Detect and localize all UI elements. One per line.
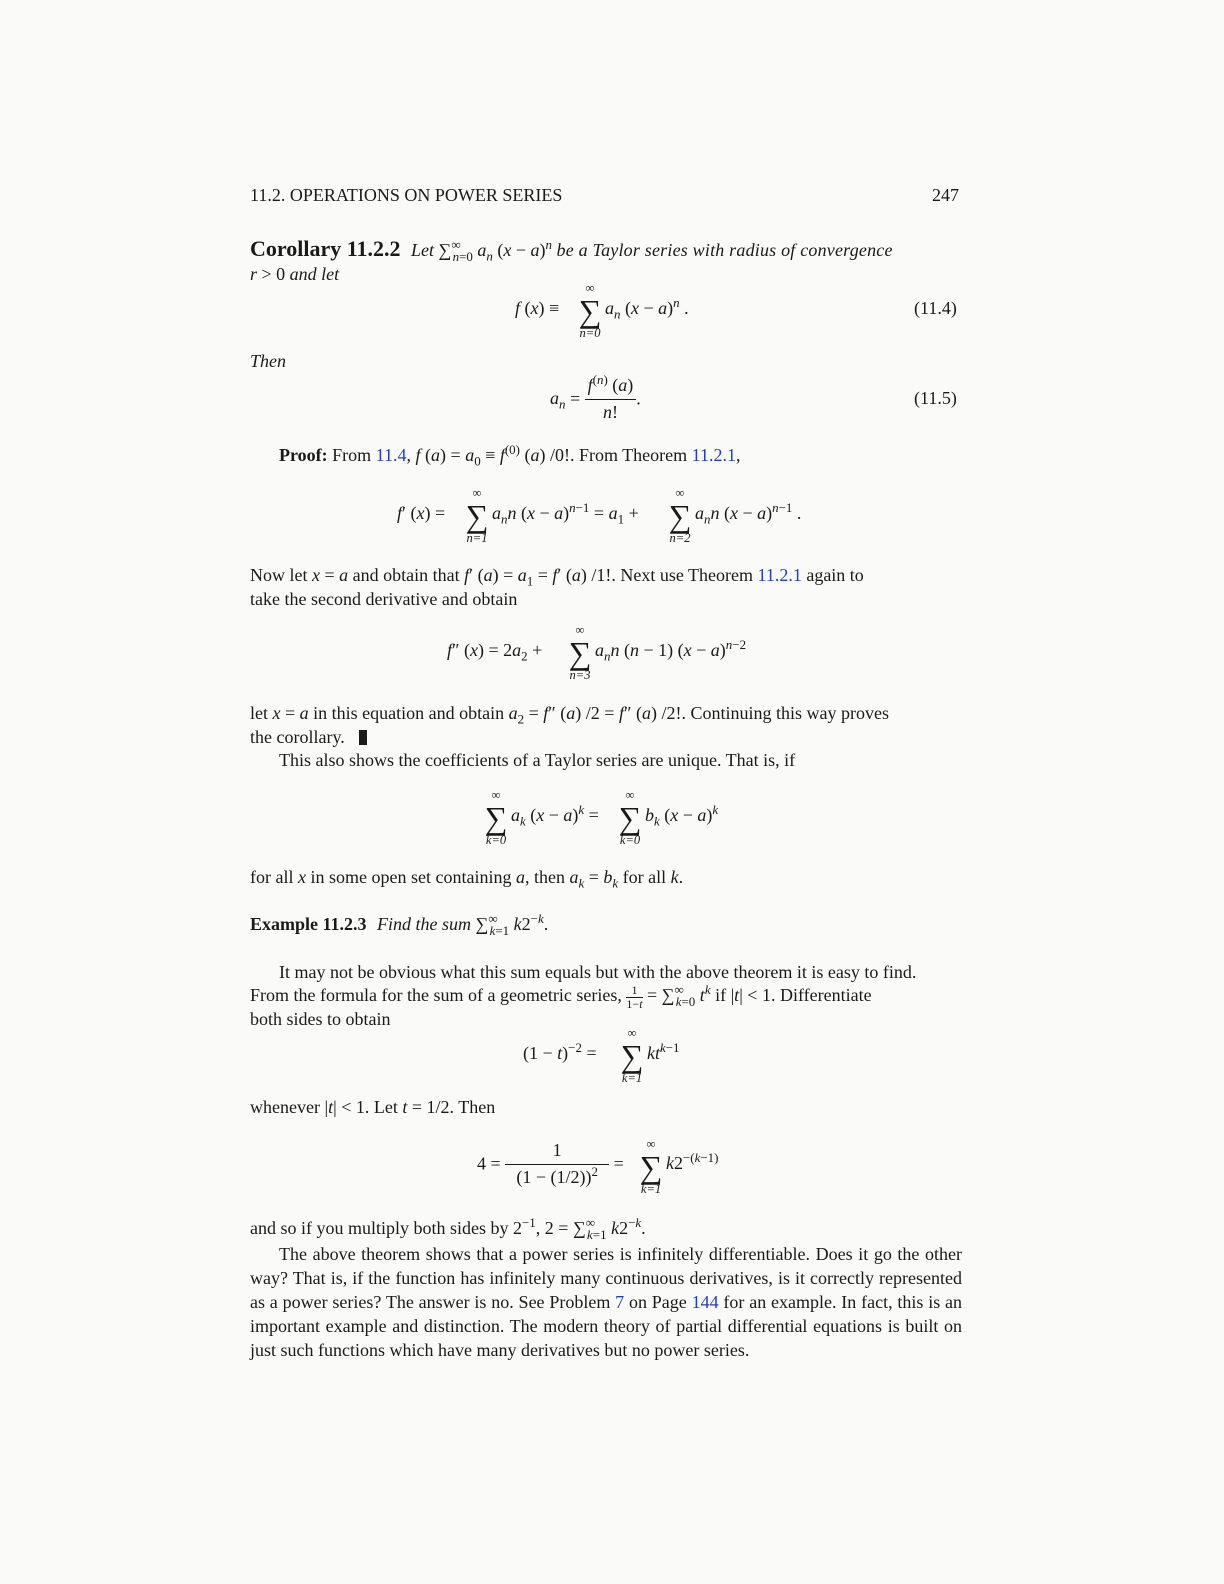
example-statement: Example 11.2.3 Find the sum $\sum^\infty_{k=1}$ $k2^{-k}$. [250, 911, 549, 938]
example-p1-line2: From the formula for the sum of a geometric series, $\frac{1}{1-t} = \sum^\infty_{k=0}$ $t^k$ if |t| < 1. Differentiate [250, 982, 872, 1011]
then-label: Then [250, 351, 286, 371]
text-then: , then [524, 867, 565, 887]
proof-paragraph-3: let x = a in this equation and obtain $a_2 = f''$ (a) /2 = f″ (a) /2!. Continuing this way proves the corollary. [250, 703, 889, 747]
sum-symbol-unique-b: ∞ ∑ k=0 [618, 788, 642, 847]
eq-11-4-lhs: f (x) ≡ [515, 298, 560, 318]
fsecond-rhs: $a_nn$ (n − 1) $(x - a)^{n-2}$ [595, 637, 747, 664]
closing-text-a: The above theorem shows that a power series is infinitely differentiable. Does it go the other way? That is, if the function has infinitely many continuous derivatives, is it correctly represented as a power series? The answer is no. See Problem [250, 1244, 962, 1312]
link-theorem-11-2-1[interactable]: 11.2.1 [691, 445, 736, 465]
uniqueness-line1: This also shows the coefficients of a Taylor series are unique. That is, if [279, 750, 796, 770]
text-next-use: . Next use Theorem [611, 565, 753, 585]
corollary-intro-b: be a Taylor series with radius of convergence [556, 240, 893, 260]
closing-paragraph [250, 1242, 962, 1362]
corollary-intro-a: Let [411, 240, 435, 260]
text-take-second: take the second derivative and obtain [250, 589, 518, 609]
proof-label: Proof: [279, 445, 328, 465]
text-in-some-open-set: in some open set containing [310, 867, 512, 887]
eq-11-5: $a_n$ = $\frac{f^{(n)} (a)}{n!}$ . [550, 372, 641, 422]
text-then-2: . Then [449, 1097, 496, 1117]
sum-symbol-fprime2: ∞ ∑ n=2 [668, 486, 692, 545]
link-eq-11-4[interactable]: 11.4 [375, 445, 407, 465]
proof-line1: Proof: From 11.4, f $(a) = a_0 \equiv f^{(0)}$ (a) /0!. From Theorem 11.2.1, [279, 442, 741, 469]
sum-symbol-fsecond: ∞ ∑ n=3 [568, 623, 592, 682]
text-now-let: Now let [250, 565, 308, 585]
geometric-fraction: $\frac{1}{1-t}$ [626, 983, 643, 1011]
corollary-statement [250, 236, 893, 262]
text-in-this-equation: in this equation and obtain [313, 703, 505, 723]
uniqueness-line2: for all x in some open set containing a, then $a_k = b_k$ for all k. [250, 867, 684, 891]
page-number: 247 [932, 185, 959, 205]
fprime-mid: $a_nn$ $(x - a)^{n-1} = a_1$ + [492, 500, 639, 527]
link-theorem-11-2-1-b[interactable]: 11.2.1 [757, 565, 802, 585]
proof-from-theorem: . From Theorem [569, 445, 688, 465]
sum-symbol-eq1: ∞ ∑ n=0 [578, 281, 602, 340]
example-heading: Example 11.2.3 [250, 914, 367, 934]
whenever-line: whenever |t| < 1. Let t = 1/2. Then [250, 1097, 496, 1117]
text-again-to: again to [806, 565, 864, 585]
sum-symbol-fprime1: ∞ ∑ n=1 [465, 486, 489, 545]
running-header: 11.2. OPERATIONS ON POWER SERIES [250, 185, 563, 205]
proof-from: From [332, 445, 372, 465]
text-for-all-k: for all [622, 867, 667, 887]
text-and-obtain: and obtain that [352, 565, 460, 585]
text-and-so: and so if you multiply both sides by [250, 1218, 509, 1238]
four-eq-rhs: $k2^{-(k-1)}$ [666, 1150, 719, 1173]
unique-eq-mid: $a_k$ $(x - a)^k$ = [511, 802, 599, 829]
text-let: let [250, 703, 268, 723]
example-task: Find the sum [377, 914, 472, 934]
link-problem-7[interactable]: 7 [615, 1292, 625, 1312]
example-p1-line1: It may not be obvious what this sum equals but with the above theorem it is easy to find. [279, 962, 917, 982]
text-if: if [715, 985, 727, 1006]
fsecond-lhs: f″ $(x) = 2a_2$ + [447, 640, 543, 664]
and-so-line: and so if you multiply both sides by $2^{-1}$, $2 = \sum^\infty_{k=1}$ $k2^{-k}$. [250, 1215, 646, 1242]
sum-symbol-four: ∞ ∑ k=1 [639, 1137, 663, 1196]
text-geometric: From the formula for the sum of a geometric series, [250, 985, 622, 1006]
deriv-eq-rhs: $kt^{k-1}$ [647, 1040, 680, 1063]
eq-11-4-rhs: $a_n$ $(x - a)^n$ . [605, 295, 689, 322]
unique-eq-rhs: $b_k$ $(x - a)^k$ [645, 802, 719, 829]
corollary-heading: Corollary 11.2.2 [250, 236, 401, 261]
text-differentiate: . Differentiate [770, 985, 872, 1006]
deriv-eq-lhs: $(1 - t)^{-2}$ = [523, 1040, 597, 1063]
fprime-rhs: $a_nn$ $(x - a)^{n-1}$ . [695, 500, 802, 527]
four-eq: 4 = $\frac{1}{(1 - (1/2))^2}$ = [477, 1140, 624, 1187]
sum-symbol-unique-a: ∞ ∑ k=0 [484, 788, 508, 847]
text-for-all: for all [250, 867, 294, 887]
text-whenever: whenever [250, 1097, 320, 1117]
corollary-intro-c: and let [289, 264, 340, 284]
closing-text-c: for an example. In fact, this is an important example and distinction. The modern theory of partial differential equations is built on just such functions which have many derivatives but no power series. [250, 1292, 963, 1360]
text-let-t: . Let [364, 1097, 398, 1117]
example-p1-line3: both sides to obtain [250, 1009, 391, 1029]
text-continuing: . Continuing this way proves [681, 703, 889, 723]
eq-11-5-tag: (11.5) [914, 388, 957, 408]
text-the-corollary: the corollary. [250, 727, 345, 747]
closing-text-b: on Page [628, 1292, 687, 1312]
fprime-lhs: f′ (x) = [397, 503, 446, 523]
link-page-144[interactable]: 144 [691, 1292, 719, 1312]
corollary-line2: r > 0 and let [250, 264, 340, 284]
proof-paragraph-2: Now let x = a and obtain that f′ $(a) = a_1 = f'$ (a) /1!. Next use Theorem 11.2.1 again to take the second derivative and obtain [250, 565, 864, 609]
qed-symbol [359, 730, 367, 745]
corollary-series-inline: $\sum^\infty_{n=0}$ $a_n$ $(x - a)^n$ [438, 237, 553, 264]
eq-11-4-tag: (11.4) [914, 298, 957, 318]
sum-symbol-deriv: ∞ ∑ k=1 [620, 1026, 644, 1085]
